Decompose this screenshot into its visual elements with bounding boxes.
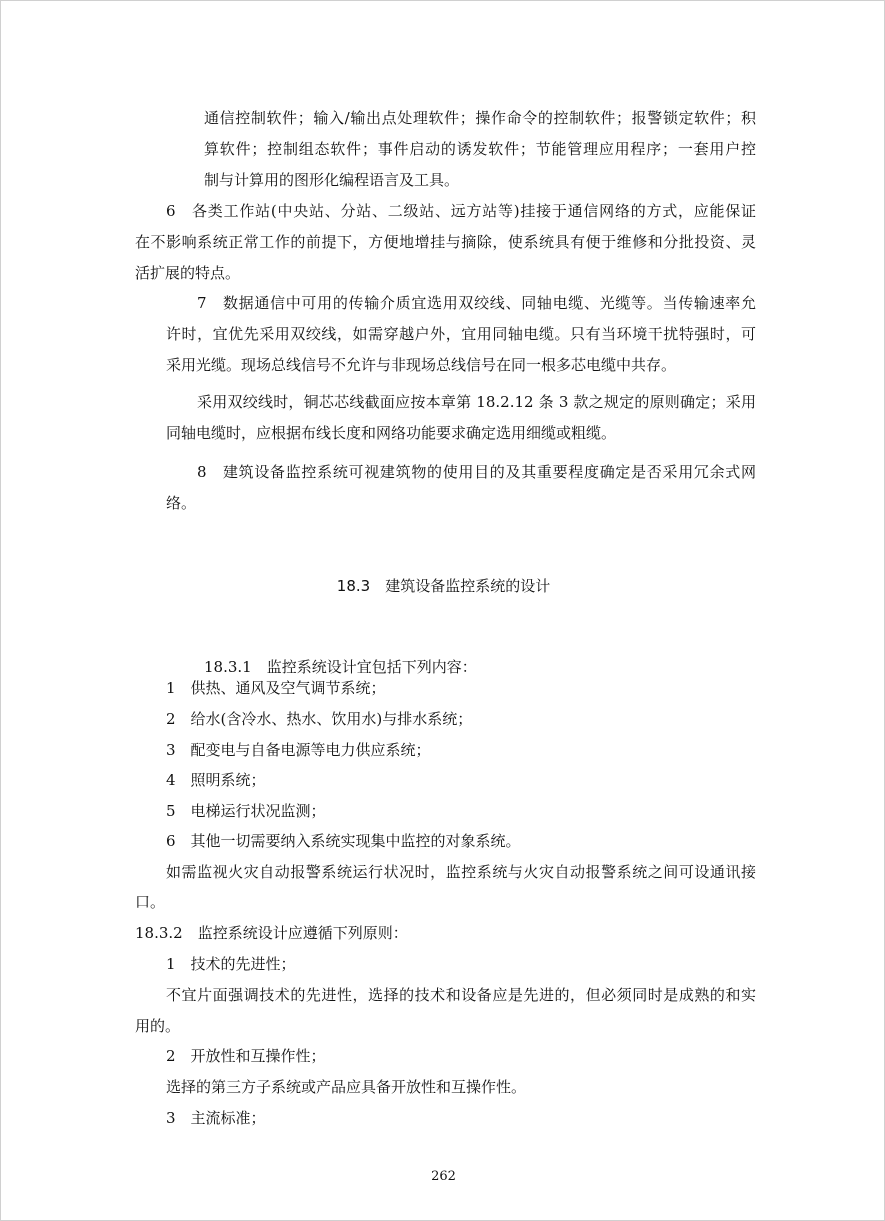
text-line: 制与计算用的图形化编程语言及工具。 bbox=[204, 171, 460, 189]
text-line: 口。 bbox=[135, 893, 166, 911]
text-line: 通信控制软件；输入/输出点处理软件；操作命令的控制软件；报警锁定软件；积 bbox=[204, 109, 756, 127]
text-line: 不宜片面强调技术的先进性，选择的技术和设备应是先进的，但必须同时是成熟的和实 bbox=[166, 986, 756, 1004]
text-line: 7 数据通信中可用的传输介质宜选用双绞线、同轴电缆、光缆等。当传输速率允 bbox=[197, 294, 756, 312]
text-line: 如需监视火灾自动报警系统运行状况时，监控系统与火灾自动报警系统之间可设通讯接 bbox=[166, 863, 756, 881]
text-line: 活扩展的特点。 bbox=[135, 264, 241, 282]
text-line: 8 建筑设备监控系统可视建筑物的使用目的及其重要程度确定是否采用冗余式网 bbox=[197, 463, 756, 481]
page-number: 262 bbox=[431, 1169, 456, 1184]
text-line: 用的。 bbox=[135, 1017, 181, 1035]
text-line: 许时，宜优先采用双绞线，如需穿越户外，宜用同轴电缆。只有当环境干扰特强时，可 bbox=[166, 325, 756, 343]
list-item: 3 主流标准； bbox=[166, 1109, 266, 1127]
list-item: 1 技术的先进性； bbox=[166, 955, 296, 973]
text-line: 采用光缆。现场总线信号不允许与非现场总线信号在同一根多芯电缆中共存。 bbox=[166, 356, 677, 374]
list-item: 2 给水(含冷水、热水、饮用水)与排水系统； bbox=[166, 710, 473, 728]
text-line: 络。 bbox=[166, 494, 197, 512]
list-item: 6 其他一切需要纳入系统实现集中监控的对象系统。 bbox=[166, 832, 521, 850]
list-item: 3 配变电与自备电源等电力供应系统； bbox=[166, 741, 431, 759]
text-line: 采用双绞线时，铜芯芯线截面应按本章第 18.2.12 条 3 款之规定的原则确定；采用 bbox=[197, 393, 756, 411]
text-line: 6 各类工作站(中央站、分站、二级站、远方站等)挂接于通信网络的方式，应能保证 bbox=[166, 202, 756, 220]
section-heading: 18.3 建筑设备监控系统的设计 bbox=[336, 577, 551, 595]
text-line: 在不影响系统正常工作的前提下，方便地增挂与摘除，使系统具有便于维修和分批投资、灵 bbox=[135, 233, 756, 251]
text-line: 算软件；控制组态软件；事件启动的诱发软件；节能管理应用程序；一套用户控 bbox=[204, 140, 756, 158]
clause-title: 18.3.1 监控系统设计宜包括下列内容： bbox=[204, 658, 477, 676]
list-item: 1 供热、通风及空气调节系统； bbox=[166, 679, 386, 697]
text-line: 选择的第三方子系统或产品应具备开放性和互操作性。 bbox=[166, 1078, 527, 1096]
clause-title: 18.3.2 监控系统设计应遵循下列原则： bbox=[135, 924, 408, 942]
text-line: 同轴电缆时，应根据布线长度和网络功能要求确定选用细缆或粗缆。 bbox=[166, 424, 617, 442]
list-item: 2 开放性和互操作性； bbox=[166, 1047, 326, 1065]
list-item: 5 电梯运行状况监测； bbox=[166, 802, 326, 820]
list-item: 4 照明系统； bbox=[166, 771, 266, 789]
